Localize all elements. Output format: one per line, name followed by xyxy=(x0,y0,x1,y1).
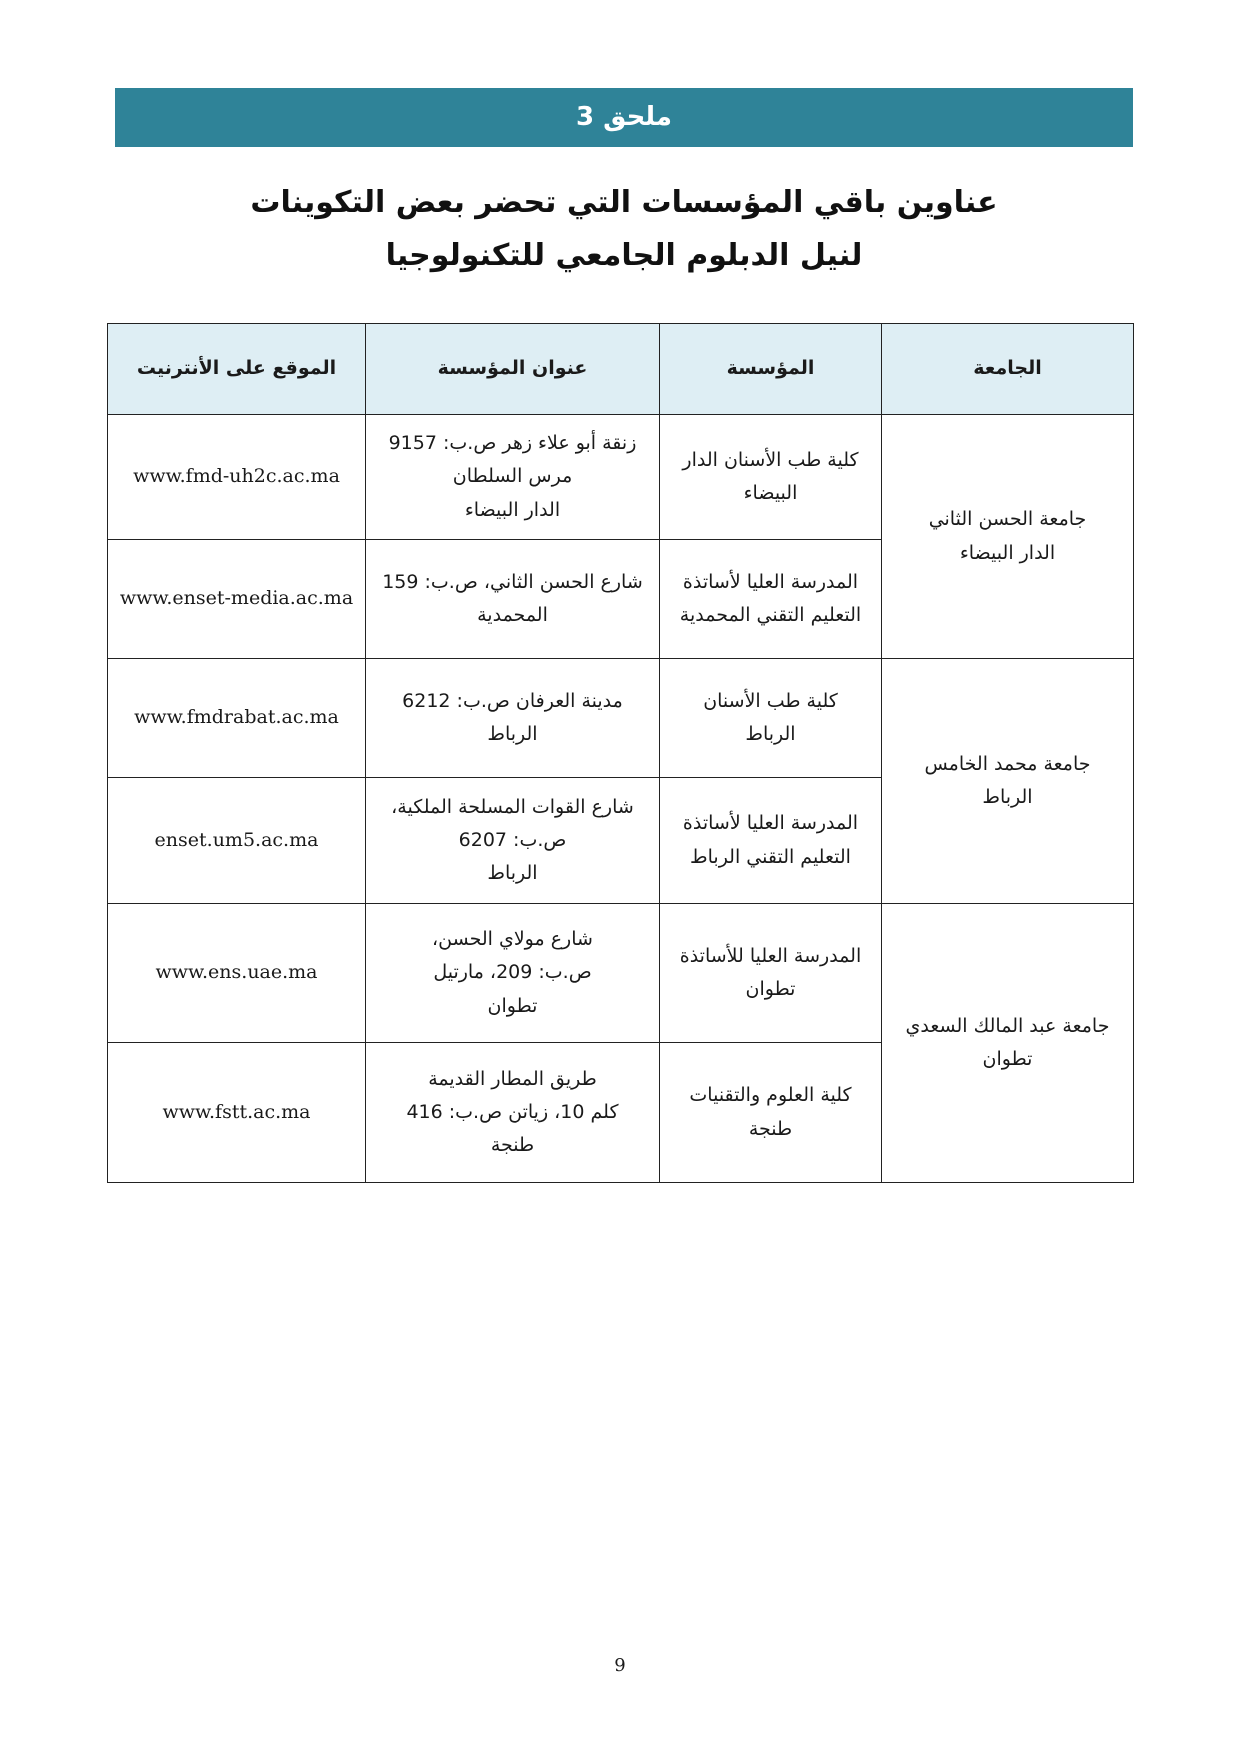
website-link[interactable]: www.ens.uae.ma xyxy=(108,904,366,1043)
address-line: طريق المطار القديمة xyxy=(428,1067,597,1090)
address-line: شارع مولاي الحسن، xyxy=(432,928,593,951)
address-line: شارع الحسن الثاني، ص.ب: 159 xyxy=(382,570,643,593)
university-city: الرباط xyxy=(982,786,1033,808)
address-cell xyxy=(366,415,660,540)
university-name: جامعة الحسن الثاني xyxy=(928,508,1087,531)
website-link[interactable]: www.fstt.ac.ma xyxy=(108,1043,366,1183)
address-line: المحمدية xyxy=(477,604,548,626)
institution-line: المدرسة العليا للأساتذة xyxy=(679,944,862,967)
institution-line: الرباط xyxy=(745,723,796,745)
address-line: الدار البيضاء xyxy=(464,498,561,521)
header-website: الموقع على الأنترنيت xyxy=(108,324,366,415)
institution-cell xyxy=(660,415,882,540)
address-line: الرباط xyxy=(487,862,538,885)
website-link[interactable]: www.enset-media.ac.ma xyxy=(108,540,366,659)
university-cell xyxy=(882,904,1134,1183)
institution-cell xyxy=(660,1043,882,1183)
institution-line: كلية طب الأسنان xyxy=(703,689,838,712)
institution-line: تطوان xyxy=(745,978,796,1000)
address-cell xyxy=(366,1043,660,1183)
table-header-row xyxy=(108,324,1134,415)
institution-line: طنجة xyxy=(748,1117,793,1140)
institution-line: كلية العلوم والتقنيات xyxy=(689,1084,852,1107)
institution-line: التعليم التقني الرباط xyxy=(690,845,851,868)
address-line: الرباط xyxy=(487,723,538,745)
institution-cell xyxy=(660,540,882,659)
address-line: تطوان xyxy=(487,994,538,1017)
address-line: ص.ب: 209، مارتيل xyxy=(433,961,592,984)
address-line: زنقة أبو علاء زهر ص.ب: 9157 xyxy=(388,432,637,455)
institution-line: المدرسة العليا لأساتذة xyxy=(682,812,859,835)
institution-line: كلية طب الأسنان الدار xyxy=(682,448,859,471)
address-cell xyxy=(366,540,660,659)
page-title-line-1: عناوين باقي المؤسسات التي تحضر بعض التكوينات xyxy=(250,185,998,220)
university-name: جامعة محمد الخامس xyxy=(924,752,1091,775)
address-cell xyxy=(366,659,660,778)
address-cell xyxy=(366,904,660,1043)
header-institution: المؤسسة xyxy=(660,324,882,415)
university-cell xyxy=(882,659,1134,904)
header-address: عنوان المؤسسة xyxy=(366,324,660,415)
table-row xyxy=(108,904,1134,1043)
address-line: مدينة العرفان ص.ب: 6212 xyxy=(402,689,623,712)
website-link[interactable]: www.fmdrabat.ac.ma xyxy=(108,659,366,778)
institution-line: التعليم التقني المحمدية xyxy=(679,604,862,626)
institution-cell xyxy=(660,778,882,904)
page-title-line-2: لنيل الدبلوم الجامعي للتكنولوجيا xyxy=(385,238,863,273)
university-city: تطوان xyxy=(982,1048,1033,1070)
annex-banner: ملحق 3 xyxy=(115,88,1133,147)
header-university: الجامعة xyxy=(882,324,1134,415)
table-row xyxy=(108,415,1134,540)
institution-line: المدرسة العليا لأساتذة xyxy=(682,570,859,593)
page-number: 9 xyxy=(614,1655,626,1676)
university-cell xyxy=(882,415,1134,659)
address-line: كلم 10، زياتن ص.ب: 416 xyxy=(406,1100,619,1123)
university-name: جامعة عبد المالك السعدي xyxy=(905,1014,1110,1037)
university-city: الدار البيضاء xyxy=(959,541,1056,564)
institution-line: البيضاء xyxy=(743,482,798,504)
website-link[interactable]: enset.um5.ac.ma xyxy=(108,778,366,904)
address-line: طنجة xyxy=(490,1134,535,1157)
institution-cell xyxy=(660,659,882,778)
table-row xyxy=(108,659,1134,778)
institution-cell xyxy=(660,904,882,1043)
institutions-table xyxy=(107,323,1134,1183)
address-line: مرس السلطان xyxy=(452,465,573,488)
website-link[interactable]: www.fmd-uh2c.ac.ma xyxy=(108,415,366,540)
address-line: ص.ب: 6207 xyxy=(458,828,567,851)
address-cell xyxy=(366,778,660,904)
address-line: شارع القوات المسلحة الملكية، xyxy=(391,795,634,818)
